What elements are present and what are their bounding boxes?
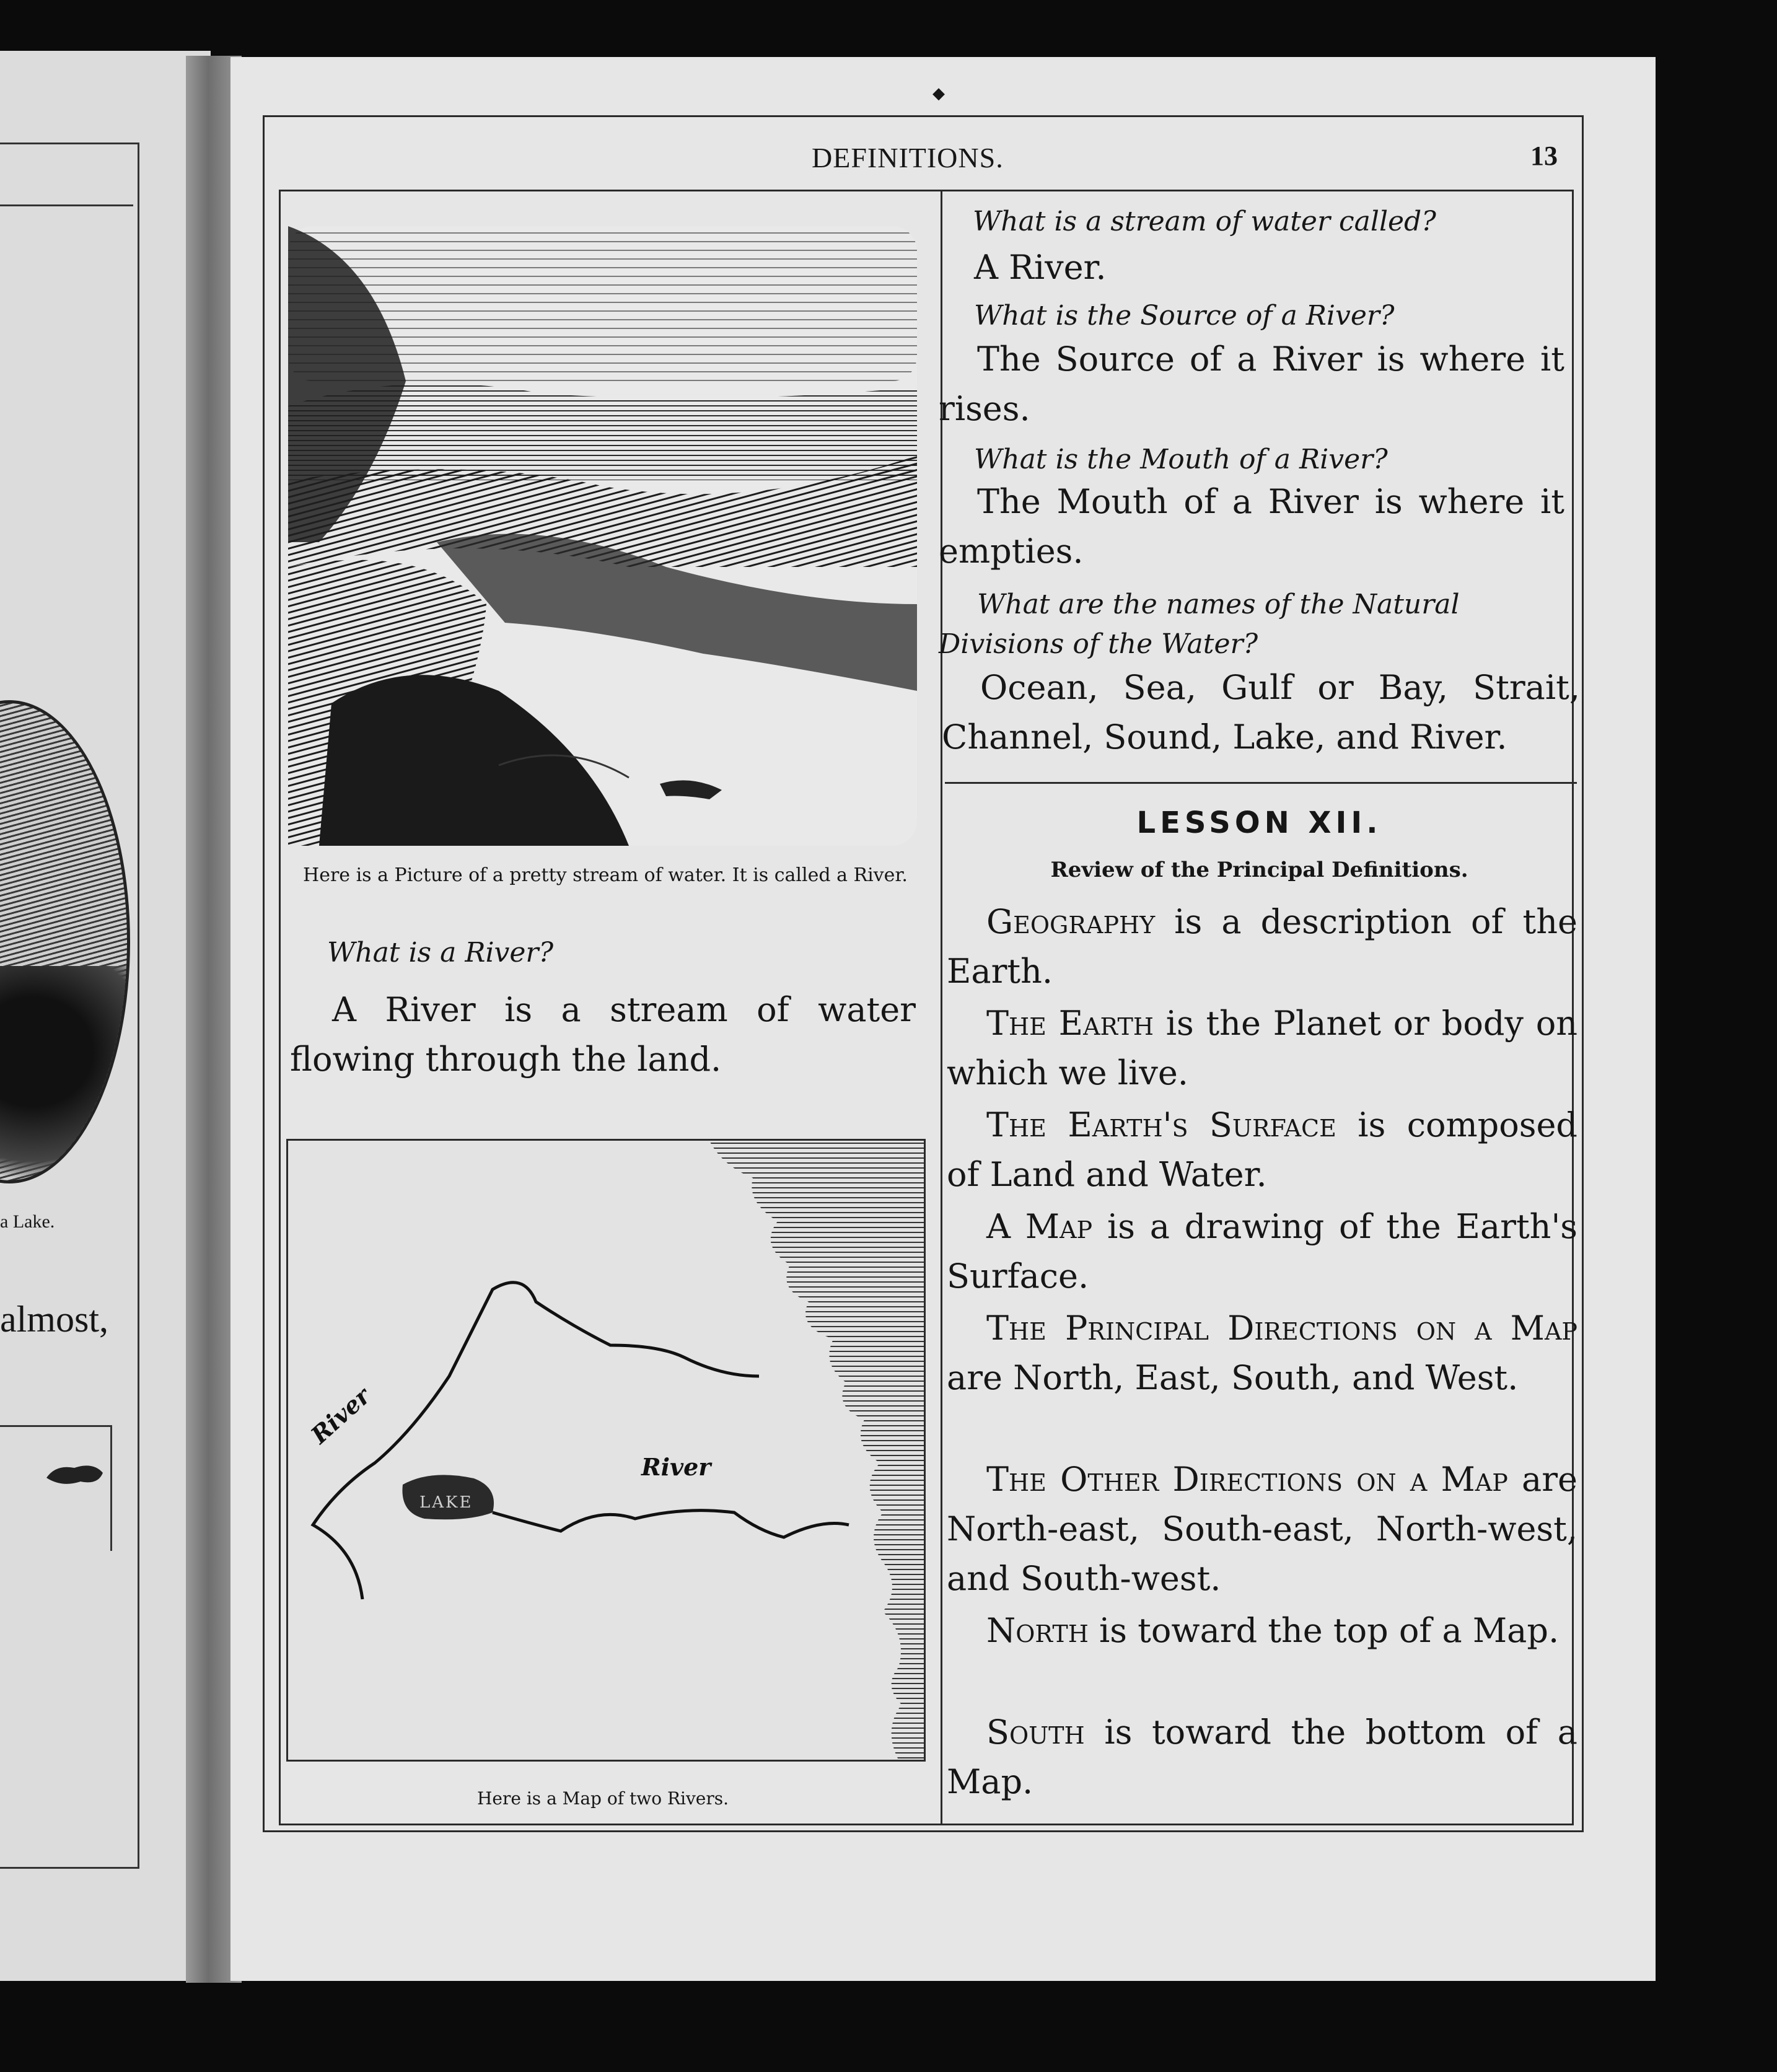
definition-text: is toward the bottom of a Map. — [947, 1713, 1577, 1801]
definition — [947, 1455, 1577, 1604]
question: What is the Mouth of a River? — [974, 444, 1388, 475]
map-label-river-1: River — [305, 1381, 376, 1449]
map-label-river-2: River — [641, 1453, 711, 1481]
definition-term: The Earth — [986, 1004, 1154, 1043]
previous-page-text-fragment: almost, — [0, 1299, 108, 1340]
definition-term: The Earth's Surface — [986, 1105, 1336, 1144]
printer-mark: ◆ — [932, 84, 945, 103]
definition-term: A Map — [986, 1207, 1093, 1246]
definition-text: are North, East, South, and West. — [947, 1358, 1519, 1397]
definition — [947, 1202, 1577, 1301]
running-header: DEFINITIONS. — [812, 142, 1004, 173]
answer: The Source of a River is where it rises. — [939, 340, 1564, 428]
previous-page-caption: a Lake. — [0, 1211, 55, 1232]
lesson-subtitle: Review of the Principal Definitions. — [1050, 858, 1468, 882]
definition-text: is a description of the Earth. — [947, 902, 1577, 991]
question: What is the Source of a River? — [974, 300, 1395, 331]
question: What is a stream of water called? — [973, 206, 1436, 237]
definition-text: is composed of Land and Water. — [947, 1105, 1577, 1194]
answer: A River is a stream of water flowing through the land. — [290, 990, 916, 1079]
question: What is a River? — [327, 937, 554, 968]
definition-term: The Other Directions on a Map — [986, 1460, 1508, 1499]
map-label-lake: LAKE — [419, 1493, 473, 1512]
definition-term: The Principal Directions on a Map — [986, 1309, 1577, 1348]
definition — [947, 999, 1577, 1098]
definition-term: South — [986, 1713, 1085, 1752]
definition-text: is toward the top of a Map. — [1088, 1611, 1560, 1650]
definition-text: are North-east, South-east, North-west, and South-west. — [947, 1460, 1578, 1598]
definition — [947, 1100, 1577, 1200]
picture-caption: Here is a Picture of a pretty stream of water. It is called a River. — [303, 864, 908, 886]
map-caption: Here is a Map of two Rivers. — [477, 1788, 729, 1809]
river-engraving — [282, 220, 923, 852]
answer: A River. — [974, 248, 1107, 287]
definition-term: North — [986, 1611, 1089, 1650]
previous-page-map-island — [43, 1459, 105, 1489]
answer: The Mouth of a River is where it empties. — [939, 482, 1564, 571]
column-divider — [941, 190, 942, 1825]
definition — [947, 897, 1577, 996]
definition-term: Geography — [986, 902, 1156, 941]
previous-page-rule — [0, 204, 133, 206]
definition — [947, 1606, 1577, 1656]
lesson-heading: LESSON XII. — [1136, 806, 1382, 840]
section-rule — [945, 782, 1577, 784]
definition — [947, 1708, 1577, 1807]
answer: Ocean, Sea, Gulf or Bay, Strait, Channel, Sound, Lake, and River. — [942, 668, 1580, 757]
question: What are the names of the Natural Divisions of the Water? — [939, 589, 1460, 660]
definition — [947, 1304, 1577, 1403]
river-map — [286, 1139, 926, 1762]
page-number: 13 — [1530, 141, 1558, 171]
definition-text: is a drawing of the Earth's Surface. — [947, 1207, 1577, 1296]
definition-text: is the Planet or body on which we live. — [947, 1004, 1577, 1092]
